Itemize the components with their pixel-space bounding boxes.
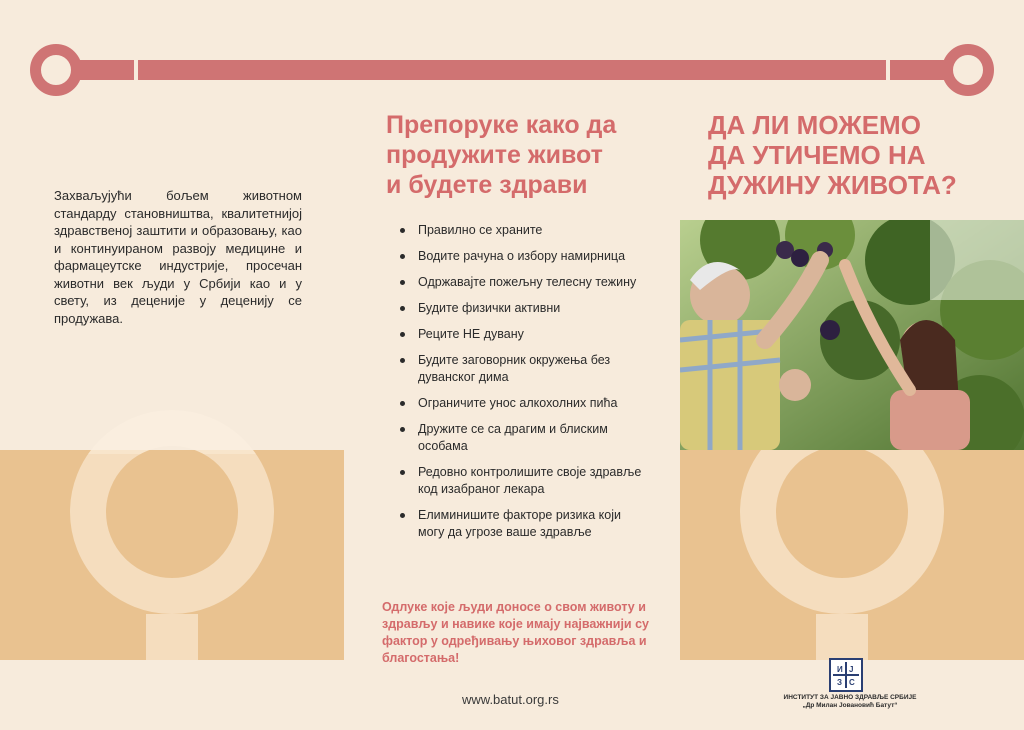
list-item-text: Будите заговорник окружења без дуванског дима <box>418 353 611 384</box>
left-bar-stub <box>80 60 134 80</box>
right-bar-stub <box>890 60 944 80</box>
list-item-text: Елиминишите факторе ризика који могу да угрозе ваше здравље <box>418 508 621 539</box>
list-item <box>400 300 650 317</box>
list-item-text: Редовно контролишите своје здравље код изабраног лекара <box>418 465 642 496</box>
list-item <box>400 507 650 541</box>
list-item <box>400 464 650 498</box>
list-item <box>400 222 650 239</box>
logo-letter-i: И <box>837 665 843 674</box>
recommendations-heading <box>386 110 666 200</box>
main-title <box>708 110 1008 200</box>
bullet-icon <box>400 427 405 432</box>
list-item-text: Одржавајте пожељну телесну тежину <box>418 275 637 289</box>
list-item-text: Ограничите унос алкохолних пића <box>418 396 618 410</box>
heading-line-2: продужите живот <box>386 141 603 169</box>
logo-letter-j: Ј <box>849 665 854 674</box>
intro-paragraph: Захваљујући бољем животном стандарду становништва, квалитетнијој здравственој заштити и образовању, као и континуираном развоју медицине и фармацеутске индустрије, просечан животни век људи у Србији као и у свету, из деценије у деценију се продужава. <box>54 188 302 326</box>
heading-line-1: Препоруке како да <box>386 111 617 139</box>
right-ring-icon <box>942 44 994 96</box>
left-ring-icon <box>30 44 82 96</box>
heading-line-3: и будете здрави <box>386 171 588 199</box>
life-symbol-stem <box>146 614 198 660</box>
list-item-text: Дружите се са драгим и блиским особама <box>418 422 608 453</box>
website-link[interactable]: www.batut.org.rs <box>462 692 559 707</box>
grape-harvest-illustration-icon <box>680 220 1024 450</box>
list-item-text: Будите физички активни <box>418 301 561 315</box>
bullet-icon <box>400 332 405 337</box>
list-item-text: Водите рачуна о избору намирница <box>418 249 626 263</box>
photo-grape-harvest <box>680 220 1024 450</box>
list-item <box>400 421 650 455</box>
right-tan-panel <box>680 450 1024 660</box>
bullet-icon <box>400 358 405 363</box>
life-symbol-circle-icon <box>70 450 274 614</box>
life-symbol-circle-icon <box>740 450 944 614</box>
recommendations-list <box>400 222 650 550</box>
bullet-icon <box>400 306 405 311</box>
list-item <box>400 248 650 265</box>
list-item-text: Реците НЕ дувану <box>418 327 524 341</box>
bullet-icon <box>400 401 405 406</box>
bullet-icon <box>400 254 405 259</box>
institute-logo-icon <box>829 658 863 692</box>
list-item-text: Правилно се храните <box>418 223 543 237</box>
title-line-2: ДА УТИЧЕМО НА <box>708 140 926 170</box>
institute-name-line-2: „Др Милан Јовановић Батут“ <box>802 702 898 709</box>
main-bar <box>138 60 886 80</box>
logo-letter-s: С <box>849 678 855 687</box>
life-symbol-stem <box>816 614 868 660</box>
list-item <box>400 395 650 412</box>
bullet-icon <box>400 513 405 518</box>
logo-emblem-icon <box>831 660 861 690</box>
institute-name-line-1: ИНСТИТУТ ЗА ЈАВНО ЗДРАВЉЕ СРБИЈЕ <box>783 694 917 701</box>
list-item <box>400 352 650 386</box>
bullet-icon <box>400 470 405 475</box>
left-tan-panel <box>0 450 344 660</box>
bullet-icon <box>400 280 405 285</box>
institute-name <box>760 694 940 710</box>
logo-letter-z: З <box>837 678 843 687</box>
closing-quote: Одлуке које људи доносе о свом животу и здрављу и навике које имају најважнији су фактор у одређивању њиховог здравља и благостања! <box>382 600 649 665</box>
bullet-icon <box>400 228 405 233</box>
title-line-1: ДА ЛИ МОЖЕМО <box>708 110 921 140</box>
list-item <box>400 326 650 343</box>
list-item <box>400 274 650 291</box>
title-line-3: ДУЖИНУ ЖИВОТА? <box>708 170 957 200</box>
